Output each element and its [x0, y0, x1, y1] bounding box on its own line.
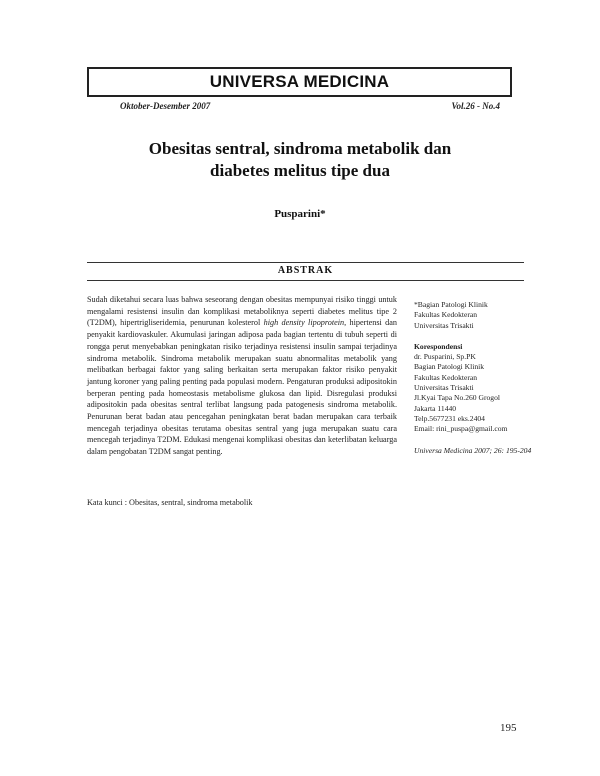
correspondence-heading: Korespondensi	[414, 341, 463, 351]
citation: Universa Medicina 2007; 26: 195-204	[414, 445, 532, 455]
abstract-text-part-2: , hipertensi dan penyakit kardiovaskuler. Akumulasi jaringan adiposa pada bagian tertentu di tubuh seperti di rongga perut menyebabkan peningkatan risiko terjadinya resistensi insulin sampai terjadinya sindroma metabolik. Sindroma metabolik merupakan suatu abnormalitas metabolik yang melibatkan berbagai faktor yang saling berkaitan serta merupakan faktor risiko penyakit jantung koroner yang paling penting pada populasi modern. Pengaturan produksi adipositokin berperan penting pada homeostasis metabolisme glukosa dan lipid. Disregulasi produksi adipositokin pada obesitas sentral terlibat langsung pada patogenesis sindroma metabolik. Penurunan berat badan atau pencegahan peningkatan berat badan merupakan cara terbaik mencegah terjadinya obesitas terutama obesitas sentral yang juga merupakan suatu cara mencegah terjadinya T2DM. Edukasi mengenai komplikasi obesitas dan keterlibatan keluarga dalam pengobatan T2DM sangat penting.	[87, 318, 397, 457]
affiliation-line: Fakultas Kedokteran	[414, 310, 478, 320]
author-sidebar	[414, 300, 534, 456]
correspondence-email: Email: rini_puspa@gmail.com	[414, 424, 508, 434]
correspondence-line: Jakarta 11440	[414, 403, 457, 413]
abstract-heading: ABSTRAK	[277, 265, 334, 276]
affiliation-line: Universitas Trisakti	[414, 320, 474, 330]
correspondence-line: Jl.Kyai Tapa No.260 Grogol	[414, 393, 501, 403]
correspondence-line: Fakultas Kedokteran	[414, 372, 478, 382]
abstract-text-italic: high density lipoprotein	[263, 318, 345, 328]
correspondence-line: Bagian Patologi Klinik	[414, 362, 485, 372]
article-title-line-1: Obesitas sentral, sindroma metabolik dan	[148, 139, 452, 158]
correspondence-line: Universitas Trisakti	[414, 383, 474, 393]
abstract-text-part-1: Sudah diketahui secara luas bahwa seseorang dengan obesitas mempunyai risiko tinggi untuk mengalami resistensi insulin dan komplikasi metaboliknya seperti diabetes melitus tipe 2 (T2DM), hipertrigliseridemia, penurunan kolesterol	[87, 295, 397, 328]
volume-issue: Vol.26 - No.4	[451, 101, 500, 111]
abstract-top-rule	[87, 262, 524, 263]
abstract-text	[87, 294, 397, 458]
author-name: Pusparini*	[274, 208, 326, 220]
correspondence-line: Telp.5677231 eks.2404	[414, 413, 485, 423]
correspondence-line: dr. Pusparini, Sp.PK	[414, 352, 476, 362]
abstract-bottom-rule	[87, 280, 524, 281]
journal-title-box	[87, 67, 512, 97]
article-title	[80, 138, 520, 182]
keywords: Kata kunci : Obesitas, sentral, sindroma metabolik	[87, 498, 253, 507]
issue-date: Oktober-Desember 2007	[120, 101, 211, 111]
page-number: 195	[500, 722, 517, 734]
article-title-line-2: diabetes melitus tipe dua	[210, 161, 390, 180]
journal-title: UNIVERSA MEDICINA	[209, 72, 390, 91]
affiliation-line: *Bagian Patologi Klinik	[414, 300, 488, 309]
